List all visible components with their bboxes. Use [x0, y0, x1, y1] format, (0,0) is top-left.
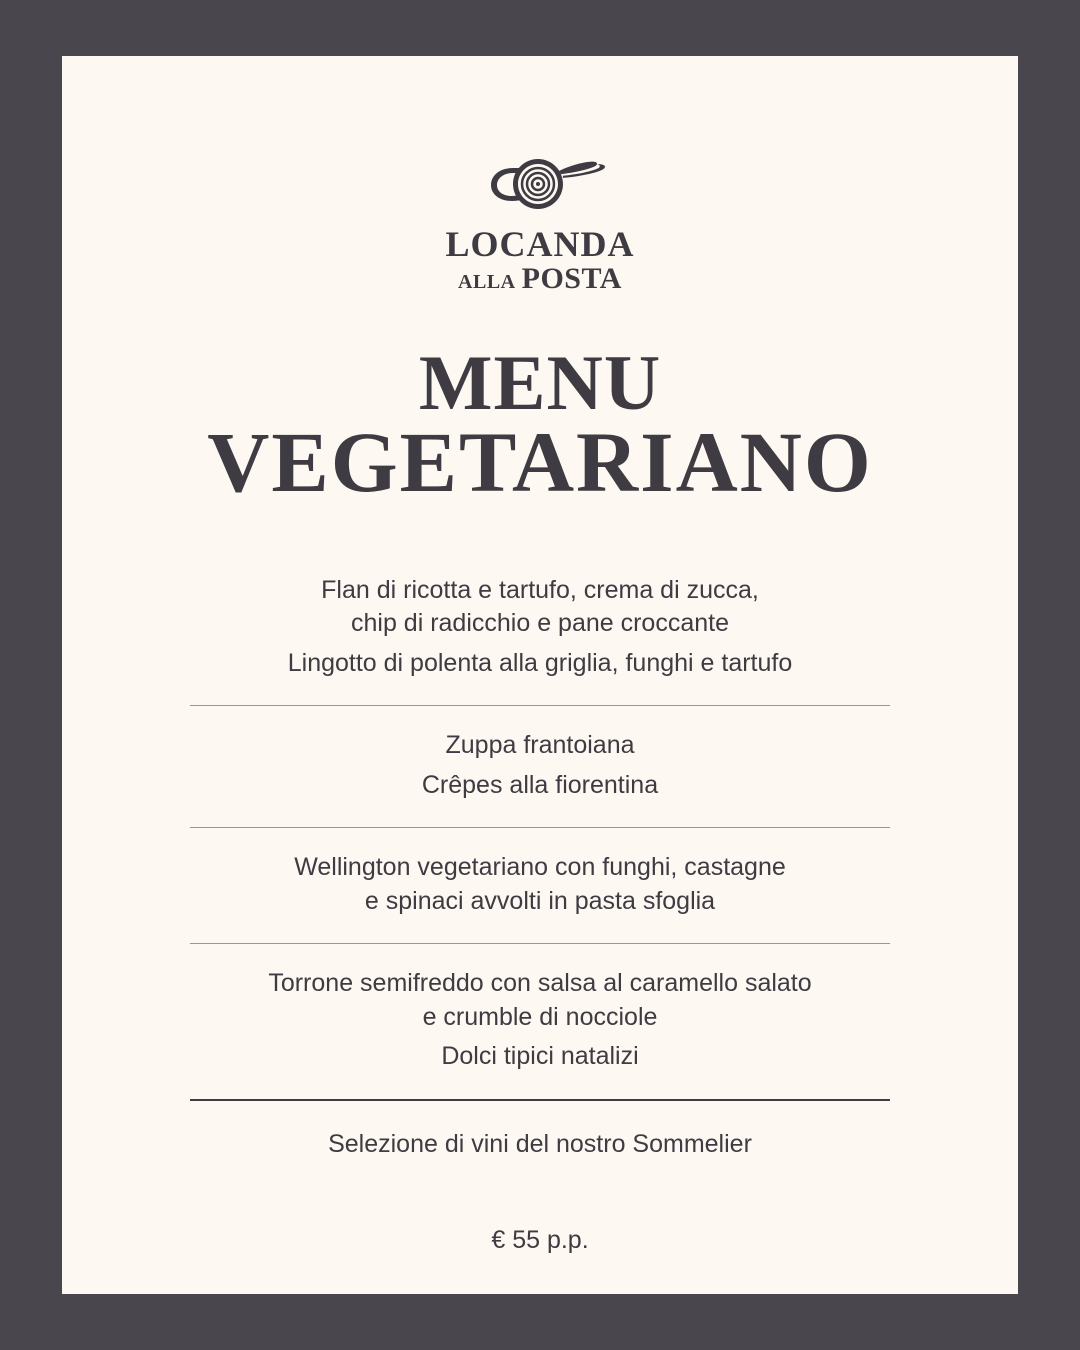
section-divider-strong [190, 1099, 890, 1101]
course-secondi [190, 848, 890, 921]
brand-name-line2 [458, 264, 622, 294]
dish-item: Zuppa frantoiana [445, 731, 635, 760]
menu-sections [190, 571, 890, 1256]
course-primi [190, 726, 890, 805]
course-vini [190, 1125, 890, 1165]
section-divider [190, 827, 890, 828]
brand-logo [445, 148, 634, 294]
dish-item: Torrone semifreddo con salsa al caramello salato e crumble di nocciole [268, 969, 812, 1031]
course-dolci [190, 964, 890, 1077]
post-horn-icon [455, 148, 625, 220]
brand-name-small: ALLA [458, 271, 516, 293]
brand-wordmark [445, 226, 634, 294]
dish-item: Lingotto di polenta alla griglia, funghi e tartufo [287, 648, 793, 677]
title-line-1: MENU [418, 339, 662, 426]
dish-item: Wellington vegetariano con funghi, castagne e spinaci avvolti in pasta sfoglia [294, 853, 786, 915]
dish-item: Crêpes alla fiorentina [421, 770, 659, 799]
menu-card [62, 56, 1018, 1294]
course-antipasti [190, 571, 890, 684]
dish-item: Flan di ricotta e tartufo, crema di zucca, chip di radicchio e pane croccante [321, 575, 759, 638]
title-line-2: VEGETARIANO [207, 413, 873, 510]
section-divider [190, 943, 890, 944]
brand-name-line1: LOCANDA [445, 224, 635, 264]
price-label: € 55 p.p. [491, 1226, 589, 1255]
section-divider [190, 705, 890, 706]
page-title [207, 339, 873, 510]
dish-item: Dolci tipici natalizi [441, 1042, 639, 1071]
wine-selection: Selezione di vini del nostro Sommelier [328, 1129, 752, 1158]
brand-name-posta: POSTA [521, 262, 622, 295]
